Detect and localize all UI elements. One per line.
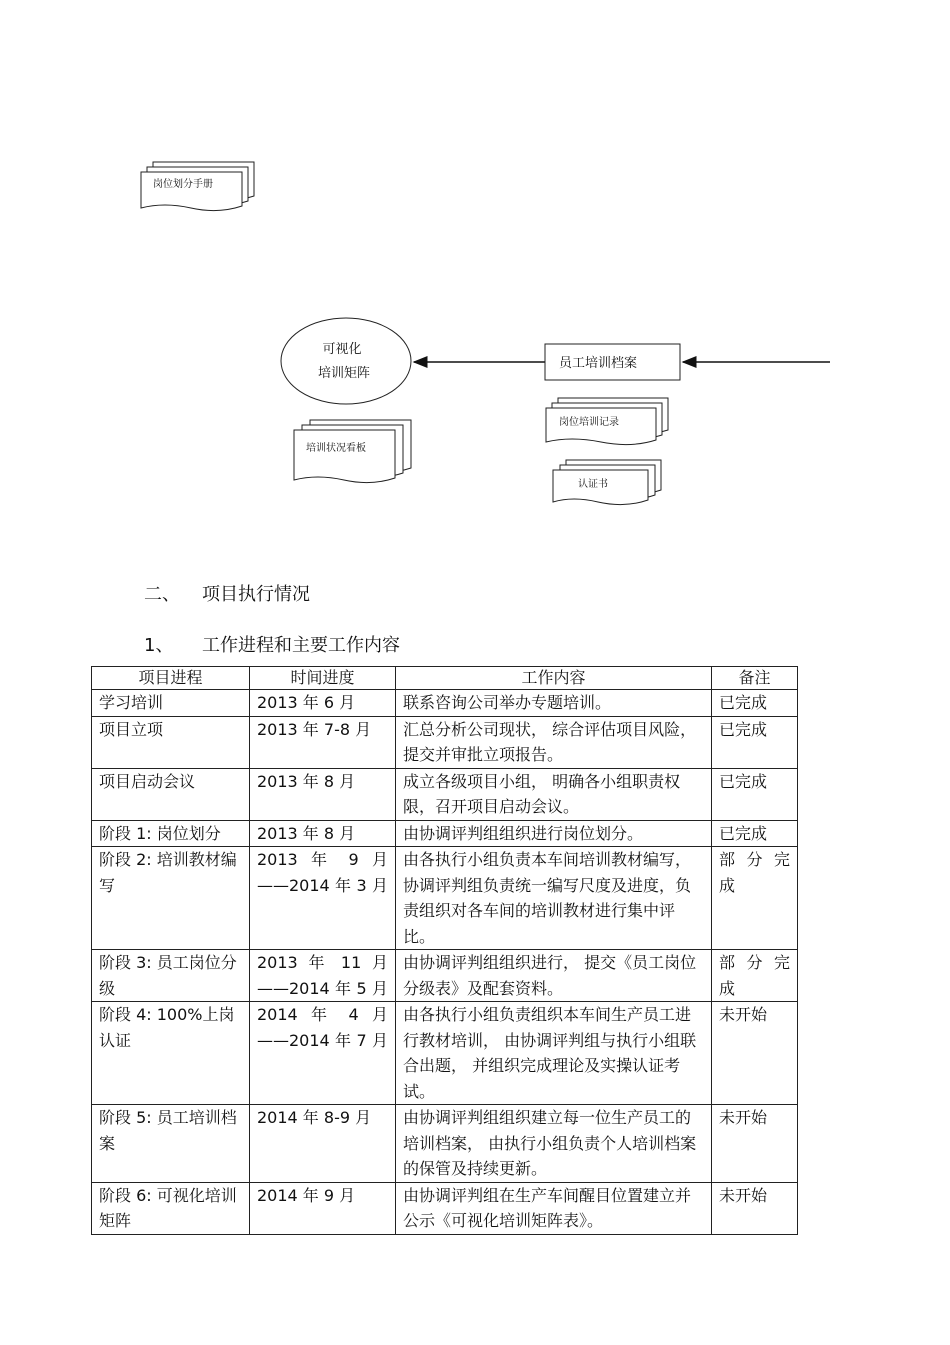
cell-note: 已完成 xyxy=(712,690,798,717)
cell-stage: 项目立项 xyxy=(92,716,250,768)
header-stage: 项目进程 xyxy=(92,667,250,690)
cell-time: 2014 年 4 月 ——2014 年 7 月 xyxy=(250,1002,396,1105)
doc-record-label: 岗位培训记录 xyxy=(559,417,619,428)
header-note: 备注 xyxy=(712,667,798,690)
cell-note: 部 分 完成 xyxy=(712,950,798,1002)
table-row xyxy=(92,690,798,717)
cell-stage: 阶段 1: 岗位划分 xyxy=(92,820,250,847)
cell-time: 2013 年 9 月 ——2014 年 3 月 xyxy=(250,847,396,950)
subsection-heading xyxy=(144,631,400,657)
table-row xyxy=(92,716,798,768)
cell-time: 2013 年 8 月 xyxy=(250,820,396,847)
cell-note: 未开始 xyxy=(712,1182,798,1234)
cell-content: 由协调评判组组织进行， 提交《员工岗位分级表》及配套资料。 xyxy=(396,950,712,1002)
cell-stage: 项目启动会议 xyxy=(92,768,250,820)
cell-time: 2013 年 7-8 月 xyxy=(250,716,396,768)
cell-time: 2014 年 8-9 月 xyxy=(250,1105,396,1183)
table-row xyxy=(92,950,798,1002)
cell-content: 联系咨询公司举办专题培训。 xyxy=(396,690,712,717)
cell-note: 已完成 xyxy=(712,768,798,820)
cell-content: 由协调评判组组织建立每一位生产员工的培训档案， 由执行小组负责个人培训档案的保管及持续更新。 xyxy=(396,1105,712,1183)
table-row xyxy=(92,768,798,820)
cell-stage: 学习培训 xyxy=(92,690,250,717)
cell-content: 汇总分析公司现状， 综合评估项目风险，提交并审批立项报告。 xyxy=(396,716,712,768)
cell-stage: 阶段 6: 可视化培训矩阵 xyxy=(92,1182,250,1234)
visual-matrix-ellipse xyxy=(281,318,411,404)
cell-time: 2014 年 9 月 xyxy=(250,1182,396,1234)
cell-note: 未开始 xyxy=(712,1002,798,1105)
ellipse-line2: 培训矩阵 xyxy=(317,366,371,381)
doc-cert-label: 认证书 xyxy=(578,479,608,490)
table-row xyxy=(92,1182,798,1234)
table-row xyxy=(92,820,798,847)
subsection-number: 1、 xyxy=(144,635,174,656)
table-row xyxy=(92,1002,798,1105)
subsection-title: 工作进程和主要工作内容 xyxy=(202,635,400,656)
table-row xyxy=(92,847,798,950)
section-heading xyxy=(144,580,310,606)
cell-content: 成立各级项目小组， 明确各小组职责权限，召开项目启动会议。 xyxy=(396,768,712,820)
ellipse-line1: 可视化 xyxy=(322,342,362,357)
cell-content: 由协调评判组在生产车间醒目位置建立并公示《可视化培训矩阵表》。 xyxy=(396,1182,712,1234)
cell-time: 2013 年 8 月 xyxy=(250,768,396,820)
header-content: 工作内容 xyxy=(396,667,712,690)
table-header-row xyxy=(92,667,798,690)
cell-stage: 阶段 5: 员工培训档案 xyxy=(92,1105,250,1183)
cell-note: 未开始 xyxy=(712,1105,798,1183)
cell-content: 由各执行小组负责组织本车间生产员工进行教材培训， 由协调评判组与执行小组联合出题， 并组织完成理论及实操认证考试。 xyxy=(396,1002,712,1105)
doc-board-label: 培训状况看板 xyxy=(306,443,366,454)
table-row xyxy=(92,1105,798,1183)
section-number: 二、 xyxy=(144,584,180,605)
cell-note: 已完成 xyxy=(712,716,798,768)
progress-table xyxy=(91,666,798,1235)
cell-time: 2013 年 11 月 ——2014 年 5 月 xyxy=(250,950,396,1002)
header-time: 时间进度 xyxy=(250,667,396,690)
flow-diagram xyxy=(0,0,950,560)
cell-note: 部 分 完成 xyxy=(712,847,798,950)
section-title: 项目执行情况 xyxy=(202,584,310,605)
cell-note: 已完成 xyxy=(712,820,798,847)
cell-stage: 阶段 3: 员工岗位分级 xyxy=(92,950,250,1002)
cell-content: 由协调评判组组织进行岗位划分。 xyxy=(396,820,712,847)
cell-time: 2013 年 6 月 xyxy=(250,690,396,717)
cell-stage: 阶段 4: 100%上岗认证 xyxy=(92,1002,250,1105)
archive-box-label: 员工培训档案 xyxy=(559,356,638,371)
doc-manual-label: 岗位划分手册 xyxy=(153,179,213,190)
cell-content: 由各执行小组负责本车间培训教材编写，协调评判组负责统一编写尺度及进度，负责组织对各车间的培训教材进行集中评比。 xyxy=(396,847,712,950)
cell-stage: 阶段 2: 培训教材编写 xyxy=(92,847,250,950)
